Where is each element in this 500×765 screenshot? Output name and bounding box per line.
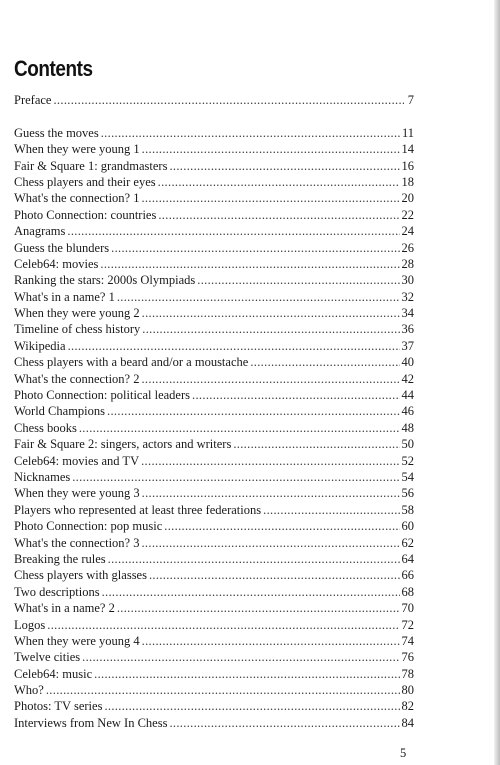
toc-entry [14,666,414,682]
toc-entry [14,338,414,354]
toc-entry [14,174,414,190]
toc-dot-leader [158,174,400,190]
toc-entry-page: 40 [401,355,414,370]
toc-dot-leader [169,158,399,174]
toc-dot-leader [67,223,399,239]
toc-entry-title: Timeline of chess history [14,322,141,337]
toc-entry-title: Ranking the stars: 2000s Olympiads [14,273,196,288]
toc-entry [14,371,414,387]
toc-entry-page: 76 [401,650,414,665]
toc-entry-title: Logos [14,617,46,632]
toc-dot-leader [47,617,399,633]
toc-entry-title: Celeb64: movies and TV [14,453,140,468]
toc-entry-page: 78 [401,666,414,681]
toc-dot-leader [141,535,399,551]
toc-entry-title: Photos: TV series [14,699,103,714]
toc-entry-title: Photo Connection: countries [14,207,157,222]
toc-entry-page: 48 [401,420,414,435]
toc-entry-page: 34 [401,306,414,321]
toc-entry-page: 32 [401,289,414,304]
toc-entry-page: 7 [407,93,414,107]
toc-entry [14,387,414,403]
toc-entry-page: 36 [401,322,414,337]
toc-entry-page: 80 [401,683,414,698]
toc-dot-leader [142,633,400,649]
toc-entry [14,125,414,141]
toc-entry-title: Who? [14,683,44,698]
toc-entry-title: When they were young 2 [14,306,140,321]
toc-dot-leader [142,141,400,157]
toc-entry-page: 58 [401,502,414,517]
toc-dot-leader [117,289,400,305]
table-of-contents [14,92,414,731]
toc-entry-page: 60 [401,519,414,534]
toc-entry-title: What's in a name? 2 [14,601,115,616]
toc-dot-leader [149,567,400,583]
toc-entry-title: Guess the moves [14,125,99,140]
toc-entry-title: Interviews from New In Chess [14,715,168,730]
toc-entry [14,403,414,419]
toc-dot-leader [68,338,400,354]
toc-entry-title: Anagrams [14,224,66,239]
toc-entry-title: Celeb64: movies [14,256,99,271]
toc-entry [14,305,414,321]
toc-entry-title: Celeb64: music [14,666,93,681]
toc-dot-leader [53,92,404,108]
toc-entry [14,289,414,305]
toc-entry-page: 64 [401,551,414,566]
toc-entry-page: 11 [401,125,414,140]
toc-entry-page: 70 [401,601,414,616]
toc-entry [14,600,414,616]
toc-entry-title: Wikipedia [14,338,66,353]
toc-dot-leader [158,207,399,223]
toc-entry-title: When they were young 3 [14,486,140,501]
toc-entry-title: Twelve cities [14,650,81,665]
toc-dot-leader [102,584,400,600]
toc-entry-title: Two descriptions [14,584,100,599]
toc-dot-leader [111,240,399,256]
toc-dot-leader [46,682,400,698]
toc-entry [14,567,414,583]
toc-entry-page: 14 [401,142,414,157]
toc-entry [14,485,414,501]
toc-dot-leader [142,305,400,321]
toc-entry [14,223,414,239]
toc-entry-page: 28 [401,256,414,271]
toc-entry-title: Fair & Square 1: grandmasters [14,158,168,173]
toc-entry-title: Players who represented at least three federations [14,502,262,517]
toc-entry-title: Chess players with glasses [14,568,147,583]
toc-entry-title: Nicknames [14,469,71,484]
toc-entry-page: 72 [401,617,414,632]
toc-entry-page: 24 [401,224,414,239]
toc-entry [14,92,414,108]
toc-entry [14,715,414,731]
toc-entry [14,551,414,567]
toc-entry [14,502,414,518]
toc-dot-leader [141,453,399,469]
toc-entry [14,354,414,370]
toc-entry [14,256,414,272]
toc-entry-title: Guess the blunders [14,240,110,255]
toc-entry-title: When they were young 1 [14,142,140,157]
toc-entry-title: Photo Connection: pop music [14,519,163,534]
toc-entry [14,584,414,600]
toc-entry-title: What's in a name? 1 [14,289,115,304]
toc-dot-leader [72,469,399,485]
toc-entry-page: 82 [401,699,414,714]
toc-dot-leader [192,387,399,403]
toc-entry-title: What's the connection? 1 [14,191,140,206]
toc-entry-page: 56 [401,486,414,501]
toc-entry-page: 16 [401,158,414,173]
toc-entry-page: 42 [401,371,414,386]
toc-dot-leader [250,354,399,370]
toc-entry [14,469,414,485]
toc-entry [14,240,414,256]
toc-entry-page: 54 [401,469,414,484]
toc-entry-title: Photo Connection: political leaders [14,388,191,403]
toc-entry [14,453,414,469]
toc-dot-leader [141,190,399,206]
toc-dot-leader [82,649,399,665]
toc-entry-title: World Champions [14,404,106,419]
toc-entry-page: 50 [401,437,414,452]
toc-entry [14,436,414,452]
toc-entry [14,420,414,436]
toc-entry-page: 46 [401,404,414,419]
toc-entry-page: 26 [401,240,414,255]
toc-dot-leader [263,502,399,518]
toc-entry-page: 84 [401,715,414,730]
toc-entry [14,158,414,174]
toc-entry-title: Preface [14,93,52,107]
toc-entry-page: 66 [401,568,414,583]
toc-entry [14,141,414,157]
toc-entry-title: Breaking the rules [14,551,106,566]
toc-entry [14,518,414,534]
toc-entry-page: 22 [401,207,414,222]
toc-entry-title: Chess players and their eyes [14,174,156,189]
toc-entry-title: Fair & Square 2: singers, actors and writers [14,437,232,452]
toc-entry [14,272,414,288]
toc-dot-leader [94,666,399,682]
toc-dot-leader [141,371,399,387]
toc-dot-leader [101,125,400,141]
toc-entry-page: 74 [401,633,414,648]
toc-entry-page: 18 [401,174,414,189]
toc-dot-leader [233,436,399,452]
toc-entry-page: 52 [401,453,414,468]
toc-dot-leader [79,420,400,436]
page-edge-shadow [494,0,500,765]
toc-dot-leader [104,698,399,714]
toc-entry [14,649,414,665]
toc-dot-leader [107,403,399,419]
toc-entry [14,682,414,698]
toc-entry [14,321,414,337]
toc-dot-leader [100,256,399,272]
toc-dot-leader [197,272,399,288]
toc-entry [14,633,414,649]
toc-entry-title: Chess books [14,420,77,435]
toc-entry [14,190,414,206]
toc-entry-page: 37 [401,338,414,353]
toc-entry-page: 30 [401,273,414,288]
toc-entry-page: 68 [401,584,414,599]
toc-entry-title: What's the connection? 2 [14,371,140,386]
toc-entry [14,207,414,223]
toc-entry-page: 62 [401,535,414,550]
toc-dot-leader [142,321,399,337]
toc-dot-leader [142,485,400,501]
page-number: 5 [400,746,407,760]
toc-entry-page: 44 [401,388,414,403]
toc-dot-leader [108,551,400,567]
toc-entry [14,535,414,551]
toc-dot-leader [169,715,399,731]
toc-entry-page: 20 [401,191,414,206]
toc-dot-leader [117,600,400,616]
toc-entry-title: When they were young 4 [14,633,140,648]
toc-entry-title: Chess players with a beard and/or a moustache [14,355,249,370]
toc-entry [14,698,414,714]
toc-entry-title: What's the connection? 3 [14,535,140,550]
contents-heading: Contents [14,56,93,81]
toc-dot-leader [164,518,399,534]
toc-entry [14,617,414,633]
